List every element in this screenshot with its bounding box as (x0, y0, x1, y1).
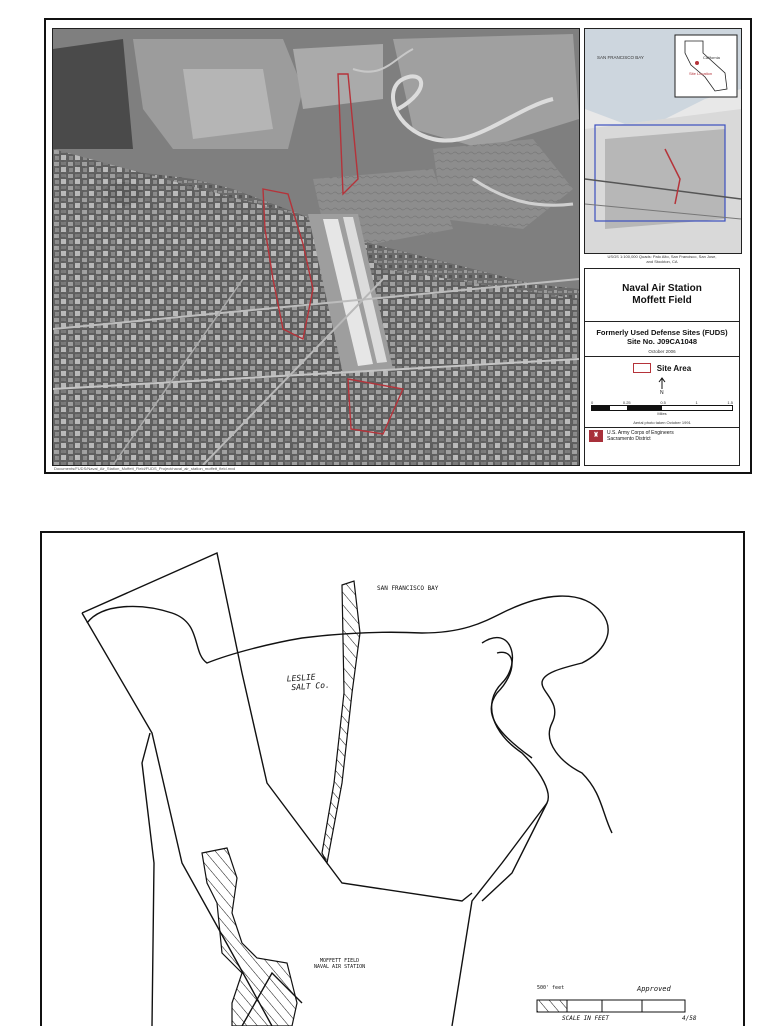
map-subtitle-line2: Site No. J09CA1048 (626, 337, 698, 346)
site-area-swatch (633, 363, 651, 373)
scale-tick: 0 (591, 400, 594, 405)
legend-panel (582, 26, 744, 466)
moffett-line2: NAVAL AIR STATION (314, 964, 366, 970)
legend-site-area (585, 363, 739, 373)
inset-site-label: Site Location (689, 71, 713, 76)
scale-note-2: 4/58 (682, 1015, 697, 1022)
bay-label: SAN FRANCISCO BAY (377, 585, 439, 592)
scale-tick: 0.5 (660, 400, 666, 405)
map-subtitle (585, 328, 739, 346)
scale-tick: 0.25 (622, 400, 631, 405)
inset-state-label: California (703, 55, 720, 60)
hand-drawn-map-graphic (42, 533, 743, 1026)
scale-units: Miles (657, 411, 667, 416)
map-title-line2: Moffett Field (632, 295, 692, 306)
east-boundary (452, 803, 547, 1026)
slough-channel (491, 652, 532, 758)
fuds-map-sheet (44, 18, 752, 474)
vicinity-map (584, 28, 742, 254)
moffett-field-label (314, 958, 365, 970)
agency-name (607, 430, 674, 442)
slough-channel (482, 638, 548, 901)
north-arrow (585, 377, 739, 400)
scale-tick: 1.5 (727, 400, 733, 405)
scale-bar-bottom (537, 1000, 685, 1012)
agency-block (585, 428, 739, 444)
file-path-footer: Documents/FUDS/Naval_Air_Station_Moffett_Field/FUDS_Project/naval_air_station_moffett_field.mxd (54, 466, 236, 471)
leslie-boundary (82, 553, 472, 901)
map-subtitle-line1: Formerly Used Defense Sites (FUDS) (596, 328, 728, 337)
map-title-line1: Naval Air Station (622, 283, 702, 294)
divider (585, 321, 739, 322)
aerial-photo (52, 28, 580, 466)
title-block (584, 268, 740, 466)
moffett-line1: MOFFETT FIELD (320, 958, 360, 964)
agency-line1: U.S. Army Corps of Engineers (607, 430, 674, 436)
vicinity-caption-line2: and Stockton, CA (646, 259, 678, 264)
hand-drawn-map-sheet (40, 531, 745, 1026)
north-arrow-icon (657, 377, 667, 395)
vicinity-caption (586, 254, 738, 264)
leslie-line1: LESLIE (286, 672, 316, 684)
divider (585, 356, 739, 357)
inset-bay-label: SAN FRANCISCO BAY (597, 55, 644, 60)
vicinity-map-graphic (585, 29, 741, 253)
scale-note: SCALE IN FEET (562, 1015, 609, 1022)
map-date: October 2006 (648, 349, 676, 354)
aerial-photo-graphic (53, 29, 579, 465)
scale-tick: 1 (695, 400, 698, 405)
map-title (585, 283, 739, 307)
scale-signature: Approved (637, 985, 671, 993)
north-label: N (660, 390, 664, 395)
hatched-parcel (202, 848, 297, 1026)
scale-bar (585, 400, 739, 416)
agency-line2: Sacramento District (607, 436, 651, 442)
leslie-salt-label (286, 672, 330, 693)
leslie-line2: SALT Co. (291, 680, 331, 693)
west-road (142, 733, 154, 1026)
scale-label: 500' feet (537, 985, 565, 991)
vicinity-caption-line1: USGS 1:100,000 Quads: Palo Alto, San Francisco, San Jose, (607, 254, 717, 259)
aerial-note: Aerial photo taken October 1991 (633, 420, 691, 425)
usace-castle-icon: ♜ (589, 430, 603, 442)
hatched-corridor (322, 581, 360, 863)
site-area-label: Site Area (656, 363, 692, 373)
